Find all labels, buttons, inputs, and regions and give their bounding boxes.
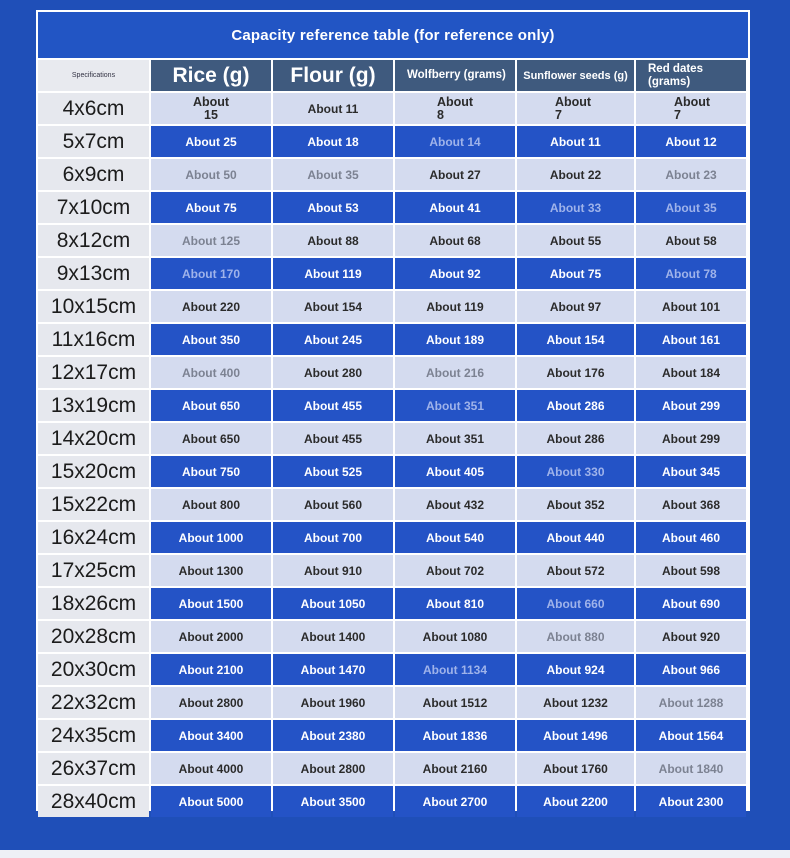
table-cell: About 2200 [517, 786, 634, 817]
spec-cell: 6x9cm [38, 159, 149, 190]
spec-cell: 14x20cm [38, 423, 149, 454]
table-cell: About 800 [151, 489, 271, 520]
table-cell: About 2160 [395, 753, 515, 784]
table-cell: About 3500 [273, 786, 393, 817]
spec-cell: 11x16cm [38, 324, 149, 355]
spec-cell: 15x22cm [38, 489, 149, 520]
table-cell: About 1300 [151, 555, 271, 586]
table-cell: About 50 [151, 159, 271, 190]
table-cell: About 345 [636, 456, 746, 487]
table-cell: About 286 [517, 423, 634, 454]
header-flour: Flour (g) [273, 60, 393, 91]
capacity-table [38, 60, 748, 817]
spec-cell: 12x17cm [38, 357, 149, 388]
header-specifications: Specifications [38, 60, 149, 91]
spec-cell: 9x13cm [38, 258, 149, 289]
header-sunflower: Sunflower seeds (g) [517, 60, 634, 91]
cell-line: 7 [674, 107, 681, 122]
table-cell: About 1840 [636, 753, 746, 784]
table-cell: About 4000 [151, 753, 271, 784]
table-cell: About 55 [517, 225, 634, 256]
spec-cell: 16x24cm [38, 522, 149, 553]
table-cell: About 23 [636, 159, 746, 190]
table-cell: About 245 [273, 324, 393, 355]
table-cell: About 880 [517, 621, 634, 652]
table-cell: About 189 [395, 324, 515, 355]
table-cell [636, 93, 746, 124]
table-cell: About 154 [517, 324, 634, 355]
table-title: Capacity reference table (for reference only) [38, 12, 748, 58]
spec-cell: 28x40cm [38, 786, 149, 817]
table-cell: About 299 [636, 423, 746, 454]
table-cell: About 650 [151, 423, 271, 454]
header-red-dates: Red dates (grams) [636, 60, 746, 91]
spec-cell: 10x15cm [38, 291, 149, 322]
spec-cell: 18x26cm [38, 588, 149, 619]
table-cell: About 14 [395, 126, 515, 157]
table-cell: About 560 [273, 489, 393, 520]
table-cell: About 170 [151, 258, 271, 289]
cell-line: 8 [437, 107, 444, 122]
table-cell: About 119 [273, 258, 393, 289]
spec-cell: 13x19cm [38, 390, 149, 421]
table-cell: About 352 [517, 489, 634, 520]
spec-cell: 17x25cm [38, 555, 149, 586]
table-cell: About 119 [395, 291, 515, 322]
table-cell: About 1564 [636, 720, 746, 751]
table-cell: About 27 [395, 159, 515, 190]
table-cell: About 920 [636, 621, 746, 652]
table-cell: About 58 [636, 225, 746, 256]
table-cell: About 525 [273, 456, 393, 487]
table-cell: About 1080 [395, 621, 515, 652]
table-cell: About 598 [636, 555, 746, 586]
table-cell: About 280 [273, 357, 393, 388]
table-cell: About 11 [273, 93, 393, 124]
spec-cell: 5x7cm [38, 126, 149, 157]
table-cell: About 351 [395, 390, 515, 421]
table-cell: About 18 [273, 126, 393, 157]
table-cell: About 161 [636, 324, 746, 355]
table-cell: About 12 [636, 126, 746, 157]
table-cell: About 702 [395, 555, 515, 586]
table-cell: About 966 [636, 654, 746, 685]
table-cell: About 1496 [517, 720, 634, 751]
spec-cell: 7x10cm [38, 192, 149, 223]
spec-cell: 20x30cm [38, 654, 149, 685]
cell-line: About [192, 94, 230, 109]
bottom-strip [0, 850, 790, 858]
table-cell: About 700 [273, 522, 393, 553]
table-cell: About 75 [517, 258, 634, 289]
table-cell: About 400 [151, 357, 271, 388]
table-cell: About 460 [636, 522, 746, 553]
table-cell: About 154 [273, 291, 393, 322]
table-cell: About 35 [636, 192, 746, 223]
table-cell: About 2100 [151, 654, 271, 685]
table-cell: About 1500 [151, 588, 271, 619]
header-wolfberry: Wolfberry (grams) [395, 60, 515, 91]
table-cell [395, 93, 515, 124]
table-cell: About 405 [395, 456, 515, 487]
table-cell: About 97 [517, 291, 634, 322]
spec-cell: 26x37cm [38, 753, 149, 784]
table-cell: About 351 [395, 423, 515, 454]
table-cell: About 1760 [517, 753, 634, 784]
spec-cell: 4x6cm [38, 93, 149, 124]
cell-line: 7 [555, 107, 562, 122]
table-cell: About 1232 [517, 687, 634, 718]
table-cell: About 330 [517, 456, 634, 487]
spec-cell: 15x20cm [38, 456, 149, 487]
table-cell: About 33 [517, 192, 634, 223]
spec-cell: 20x28cm [38, 621, 149, 652]
table-cell: About 690 [636, 588, 746, 619]
table-cell: About 1050 [273, 588, 393, 619]
table-cell: About 41 [395, 192, 515, 223]
table-cell: About 220 [151, 291, 271, 322]
table-cell: About 2000 [151, 621, 271, 652]
table-cell: About 176 [517, 357, 634, 388]
table-cell: About 101 [636, 291, 746, 322]
cell-line: About [437, 94, 474, 109]
table-cell: About 440 [517, 522, 634, 553]
table-cell: About 2700 [395, 786, 515, 817]
table-cell: About 2800 [273, 753, 393, 784]
header-rice: Rice (g) [151, 60, 271, 91]
table-cell: About 3400 [151, 720, 271, 751]
table-cell: About 1836 [395, 720, 515, 751]
table-cell: About 216 [395, 357, 515, 388]
table-cell: About 1288 [636, 687, 746, 718]
table-cell: About 53 [273, 192, 393, 223]
table-cell: About 2300 [636, 786, 746, 817]
table-cell: About 5000 [151, 786, 271, 817]
spec-cell: 24x35cm [38, 720, 149, 751]
table-cell: About 25 [151, 126, 271, 157]
table-cell: About 35 [273, 159, 393, 190]
table-cell: About 540 [395, 522, 515, 553]
table-cell: About 78 [636, 258, 746, 289]
table-cell [151, 93, 271, 124]
table-cell: About 88 [273, 225, 393, 256]
table-cell: About 286 [517, 390, 634, 421]
table-cell: About 650 [151, 390, 271, 421]
table-cell: About 455 [273, 390, 393, 421]
cell-line: 15 [204, 107, 218, 122]
table-cell: About 2800 [151, 687, 271, 718]
table-cell: About 299 [636, 390, 746, 421]
table-cell: About 924 [517, 654, 634, 685]
table-cell: About 350 [151, 324, 271, 355]
table-cell: About 660 [517, 588, 634, 619]
table-cell: About 1960 [273, 687, 393, 718]
table-cell: About 455 [273, 423, 393, 454]
table-cell: About 1400 [273, 621, 393, 652]
cell-line: About [674, 94, 711, 109]
table-cell [517, 93, 634, 124]
table-cell: About 68 [395, 225, 515, 256]
table-cell: About 910 [273, 555, 393, 586]
table-cell: About 432 [395, 489, 515, 520]
table-cell: About 75 [151, 192, 271, 223]
table-cell: About 810 [395, 588, 515, 619]
table-cell: About 22 [517, 159, 634, 190]
spec-cell: 22x32cm [38, 687, 149, 718]
table-cell: About 572 [517, 555, 634, 586]
table-cell: About 2380 [273, 720, 393, 751]
table-cell: About 368 [636, 489, 746, 520]
table-cell: About 125 [151, 225, 271, 256]
table-cell: About 1134 [395, 654, 515, 685]
cell-line: About [555, 94, 592, 109]
spec-cell: 8x12cm [38, 225, 149, 256]
table-cell: About 11 [517, 126, 634, 157]
table-cell: About 92 [395, 258, 515, 289]
table-cell: About 750 [151, 456, 271, 487]
table-cell: About 1000 [151, 522, 271, 553]
table-cell: About 1470 [273, 654, 393, 685]
table-cell: About 184 [636, 357, 746, 388]
table-cell: About 1512 [395, 687, 515, 718]
